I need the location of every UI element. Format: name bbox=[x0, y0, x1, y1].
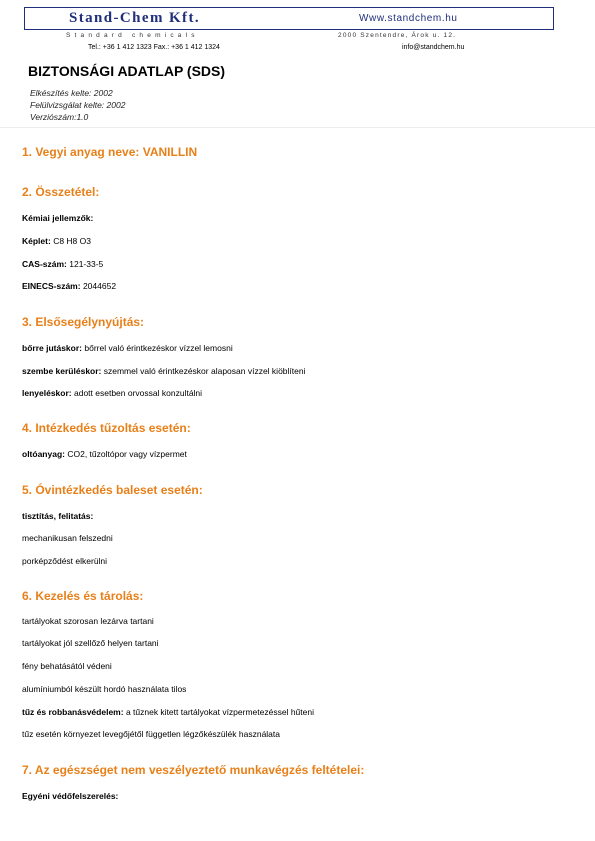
fire-protection-row: tűz és robbanásvédelem: a tűznek kitett tartályokat vízpermetezéssel hűteni bbox=[22, 707, 314, 717]
header-banner bbox=[24, 7, 554, 30]
company-address: 2000 Szentendre, Árok u. 12. bbox=[338, 32, 457, 39]
cleanup-line: porképződést elkerülni bbox=[22, 556, 108, 566]
cleanup-line: mechanikusan felszedni bbox=[22, 533, 113, 543]
section-2-heading: 2. Összetétel: bbox=[22, 185, 100, 199]
extinguish-row: oltóanyag: CO2, tűzoltópor vagy vízpermet bbox=[22, 449, 187, 459]
formula-row: Képlet: C8 H8 O3 bbox=[22, 236, 91, 246]
section-3-heading: 3. Elsősegélynyújtás: bbox=[22, 315, 145, 329]
section-1-heading: 1. Vegyi anyag neve: VANILLIN bbox=[22, 145, 198, 159]
brand-subtitle: Standard chemicals bbox=[66, 32, 199, 39]
document-title: BIZTONSÁGI ADATLAP (SDS) bbox=[28, 63, 226, 79]
section-6-heading: 6. Kezelés és tárolás: bbox=[22, 589, 144, 603]
phone-fax: Tel.: +36 1 412 1323 Fax.: +36 1 412 1324 bbox=[88, 44, 220, 51]
cleanup-label: tisztítás, felitatás: bbox=[22, 511, 94, 521]
website[interactable]: Www.standchem.hu bbox=[359, 13, 458, 24]
brand-name: Stand-Chem Kft. bbox=[69, 10, 201, 26]
chem-char-label: Kémiai jellemzők: bbox=[22, 213, 94, 223]
ppe-label: Egyéni védőfelszerelés: bbox=[22, 791, 119, 801]
einecs-row: EINECS-szám: 2044652 bbox=[22, 281, 117, 291]
storage-line: alumíniumból készült hordó használata tilos bbox=[22, 684, 187, 694]
created-date: Elkészítés kelte: 2002 bbox=[30, 88, 113, 98]
reviewed-date: Felülvizsgálat kelte: 2002 bbox=[30, 100, 126, 110]
section-5-heading: 5. Óvintézkedés baleset esetén: bbox=[22, 483, 203, 497]
version: Verziószám:1.0 bbox=[30, 112, 89, 122]
storage-line: tartályokat szorosan lezárva tartani bbox=[22, 616, 154, 626]
storage-line: tűz esetén környezet levegőjétől független légzőkészülék használata bbox=[22, 729, 281, 739]
divider bbox=[0, 127, 595, 128]
section-7-heading: 7. Az egészséget nem veszélyeztető munkavégzés feltételei: bbox=[22, 763, 365, 777]
cas-row: CAS-szám: 121-33-5 bbox=[22, 259, 104, 269]
section-4-heading: 4. Intézkedés tűzoltás esetén: bbox=[22, 421, 191, 435]
storage-line: tartályokat jól szellőző helyen tartani bbox=[22, 638, 159, 648]
ingestion-row: lenyeléskor: adott esetben orvossal konzultálni bbox=[22, 388, 203, 398]
eye-row: szembe kerüléskor: szemmel való érintkezéskor alaposan vízzel kiöblíteni bbox=[22, 366, 306, 376]
skin-row: bőrre jutáskor: bőrrel való érintkezéskor vízzel lemosni bbox=[22, 343, 233, 353]
storage-line: fény behatásától védeni bbox=[22, 661, 112, 671]
email[interactable]: info@standchem.hu bbox=[402, 44, 465, 51]
